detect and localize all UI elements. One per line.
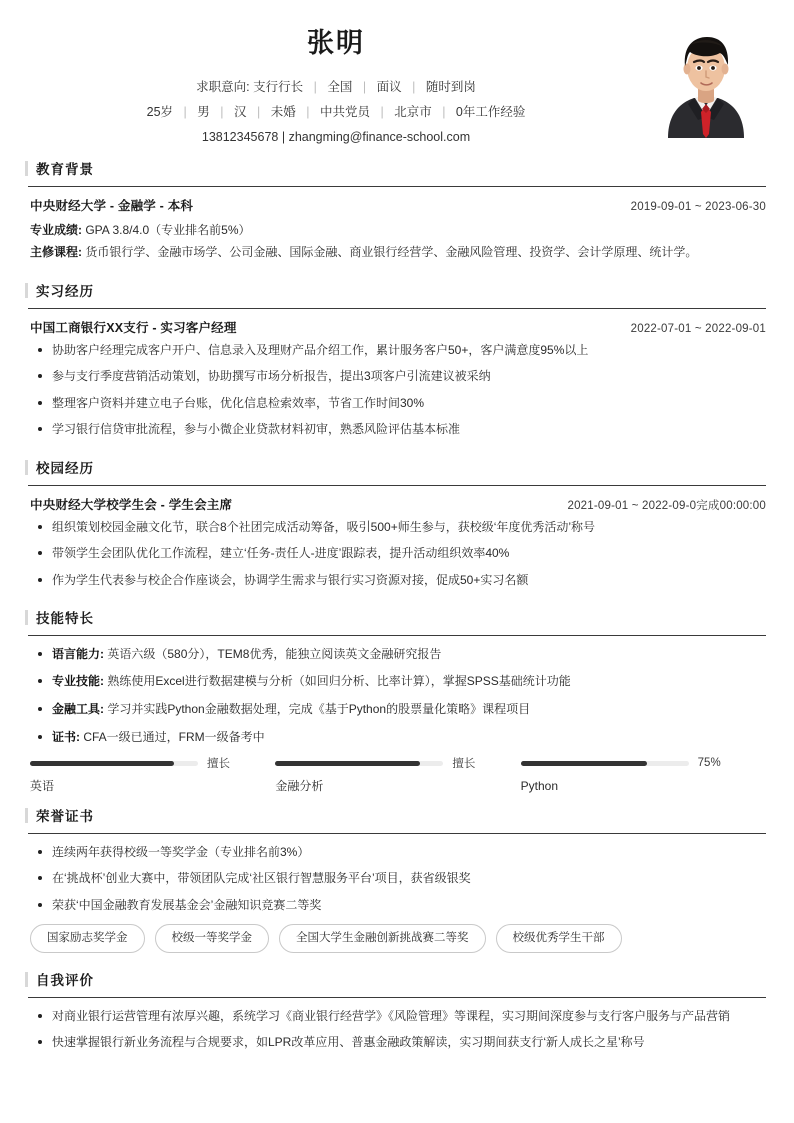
- education-gpa-label: 专业成绩:: [30, 222, 82, 237]
- contact-line: [28, 125, 644, 150]
- separator-icon: |: [256, 105, 261, 120]
- section-self-evaluation: [28, 971, 766, 1052]
- separator-icon: |: [442, 105, 446, 120]
- objective-label: 求职意向:: [196, 80, 250, 95]
- education-courses-row: [28, 241, 766, 263]
- separator-icon: |: [313, 80, 317, 95]
- skill-bar-item: [521, 755, 766, 795]
- education-courses-label: 主修课程:: [30, 244, 82, 259]
- section-title: 技能特长: [36, 611, 94, 627]
- objective-item-availability: 随时到岗: [425, 80, 476, 95]
- separator-icon: |: [412, 80, 416, 95]
- skill-bar-item: [275, 755, 520, 795]
- skill-name-label: 英语: [30, 779, 55, 794]
- section-header-campus: [28, 459, 766, 486]
- section-header-skills: [28, 609, 766, 636]
- skill-progress-track: [30, 761, 198, 766]
- section-title: 校园经历: [36, 460, 94, 476]
- objective-item-position: 支行行长: [253, 80, 304, 95]
- avatar: [654, 20, 758, 138]
- list-item: 带领学生会团队优化工作流程，建立‘任务-责任人-进度’跟踪表，提升活动组织效率40%: [30, 544, 766, 563]
- separator-icon: |: [220, 105, 224, 120]
- resume-header: [0, 0, 794, 160]
- education-gpa-value: GPA 3.8/4.0（专业排名前5%）: [85, 222, 251, 237]
- skill-level-label: 擅长: [207, 758, 230, 771]
- campus-entry-title: 中央财经大学校学生会 - 学生会主席: [30, 497, 233, 512]
- list-item: 协助客户经理完成客户开户、信息录入及理财产品介绍工作，累计服务客户50+，客户满意度95%以上: [30, 341, 766, 360]
- education-gpa-row: [28, 219, 766, 241]
- list-item: 整理客户资料并建立电子台账，优化信息检索效率，节省工作时间30%: [30, 394, 766, 413]
- page-title: 张明: [307, 28, 365, 58]
- section-header-self-eval: [28, 971, 766, 998]
- skill-progress-track: [521, 761, 689, 766]
- separator-icon: |: [281, 130, 286, 145]
- section-title: 自我评价: [36, 973, 94, 989]
- list-item: [30, 728, 766, 747]
- skill-text: 熟练使用Excel进行数据建模与分析（如回归分析、比率计算），掌握SPSS基础统计功能: [107, 674, 571, 689]
- section-header-education: [28, 160, 766, 187]
- objective-item-location: 全国: [327, 80, 353, 95]
- phone-number: 13812345678: [201, 130, 279, 145]
- personal-experience: 0年工作经验: [455, 105, 526, 120]
- personal-info-line: [28, 100, 644, 125]
- section-title: 教育背景: [36, 162, 94, 178]
- list-item: 作为学生代表参与校企合作座谈会，协调学生需求与银行实习资源对接，促成50+实习名额: [30, 571, 766, 590]
- skill-label: 语言能力:: [52, 646, 104, 661]
- section-campus-experience: [28, 459, 766, 589]
- section-title: 荣誉证书: [36, 809, 94, 825]
- education-courses-value: 货币银行学、金融市场学、公司金融、国际金融、商业银行经营学、金融风险管理、投资学、会计学原理、统计学。: [85, 244, 698, 259]
- list-item: 快速掌握银行新业务流程与合规要求，如LPR改革应用、普惠金融政策解读，实习期间获支行‘新人成长之星’称号: [30, 1033, 766, 1052]
- honor-chip-group: [28, 924, 766, 953]
- list-item: 连续两年获得校级一等奖学金（专业排名前3%）: [30, 843, 766, 862]
- email-address: zhangming@finance-school.com: [288, 130, 471, 145]
- skill-label: 专业技能:: [52, 674, 104, 689]
- internship-entry-title: 中国工商银行XX支行 - 实习客户经理: [30, 320, 237, 335]
- campus-entry: [28, 495, 766, 590]
- list-item: 对商业银行运营管理有浓厚兴趣，系统学习《商业银行经营学》《风险管理》等课程，实习期间深度参与支行客户服务与产品营销: [30, 1007, 766, 1026]
- campus-entry-date: 2021-09-01 ~ 2022-09-0完成00:00:00: [567, 499, 766, 512]
- skill-text: 学习并实践Python金融数据处理，完成《基于Python的股票量化策略》课程项目: [107, 702, 531, 717]
- skill-name-label: 金融分析: [275, 779, 324, 794]
- list-item: 组织策划校园金融文化节，联合8个社团完成活动筹备，吸引500+师生参与，获校级‘年度优秀活动’称号: [30, 518, 766, 537]
- skill-name-label: Python: [520, 779, 559, 794]
- education-entry: [28, 196, 766, 263]
- section-title: 实习经历: [36, 284, 94, 300]
- header-text-block: [28, 18, 654, 150]
- honor-chip[interactable]: 校级优秀学生干部: [496, 924, 622, 953]
- section-header-internship: [28, 282, 766, 309]
- personal-political: 中共党员: [319, 105, 370, 120]
- skill-bar-group: [28, 755, 766, 795]
- internship-entry-date: 2022-07-01 ~ 2022-09-01: [630, 322, 766, 335]
- honors-bullet-list: [28, 843, 766, 915]
- list-item: [30, 645, 766, 664]
- separator-icon: |: [306, 105, 310, 120]
- list-item: [30, 672, 766, 691]
- honor-chip[interactable]: 校级一等奖学金: [155, 924, 270, 953]
- skill-level-label: 75%: [697, 757, 721, 770]
- section-skills: [28, 609, 766, 795]
- personal-ethnicity: 汉: [233, 105, 247, 120]
- personal-city: 北京市: [394, 105, 432, 120]
- separator-icon: |: [380, 105, 384, 120]
- list-item: 在‘挑战杯’创业大赛中，带领团队完成‘社区银行智慧服务平台’项目，获省级银奖: [30, 869, 766, 888]
- skill-progress-fill: [521, 761, 647, 766]
- skills-bullet-list: [28, 645, 766, 746]
- section-education: [28, 160, 766, 263]
- resume-body: [0, 160, 794, 1052]
- skill-label: 金融工具:: [52, 702, 104, 717]
- skill-text: 英语六级（580分），TEM8优秀，能独立阅读英文金融研究报告: [107, 646, 442, 661]
- list-item: 学习银行信贷审批流程，参与小微企业贷款材料初审，熟悉风险评估基本标准: [30, 420, 766, 439]
- section-header-honors: [28, 807, 766, 834]
- honor-chip[interactable]: 全国大学生金融创新挑战赛二等奖: [279, 924, 486, 953]
- skill-bar-item: [30, 755, 275, 795]
- self-eval-bullet-list: [28, 1007, 766, 1052]
- skill-level-label: 擅长: [452, 758, 476, 771]
- education-entry-date: 2019-09-01 ~ 2023-06-30: [630, 200, 766, 213]
- list-item: 荣获‘中国金融教育发展基金会’金融知识竞赛二等奖: [30, 896, 766, 915]
- education-entry-title: 中央财经大学 - 金融学 - 本科: [30, 198, 194, 213]
- skill-progress-fill: [30, 761, 174, 766]
- internship-entry: [28, 318, 766, 439]
- personal-marital: 未婚: [270, 105, 296, 120]
- campus-bullet-list: [28, 518, 766, 590]
- objective-item-salary: 面议: [376, 80, 402, 95]
- skill-progress-track: [275, 761, 443, 766]
- section-internship: [28, 282, 766, 439]
- skill-label: 证书:: [52, 729, 80, 744]
- skill-progress-fill: [275, 761, 419, 766]
- avatar-portrait-icon: [654, 20, 758, 138]
- separator-icon: |: [183, 105, 187, 120]
- separator-icon: |: [362, 80, 367, 95]
- personal-age: 25岁: [146, 105, 174, 120]
- skill-text: CFA一级已通过，FRM一级备考中: [83, 729, 265, 744]
- list-item: [30, 700, 766, 719]
- section-honors: [28, 807, 766, 953]
- list-item: 参与支行季度营销活动策划，协助撰写市场分析报告，提出3项客户引流建议被采纳: [30, 367, 766, 386]
- internship-bullet-list: [28, 341, 766, 439]
- personal-gender: 男: [197, 105, 210, 120]
- job-objective-line: [28, 75, 644, 100]
- honor-chip[interactable]: 国家励志奖学金: [30, 924, 145, 953]
